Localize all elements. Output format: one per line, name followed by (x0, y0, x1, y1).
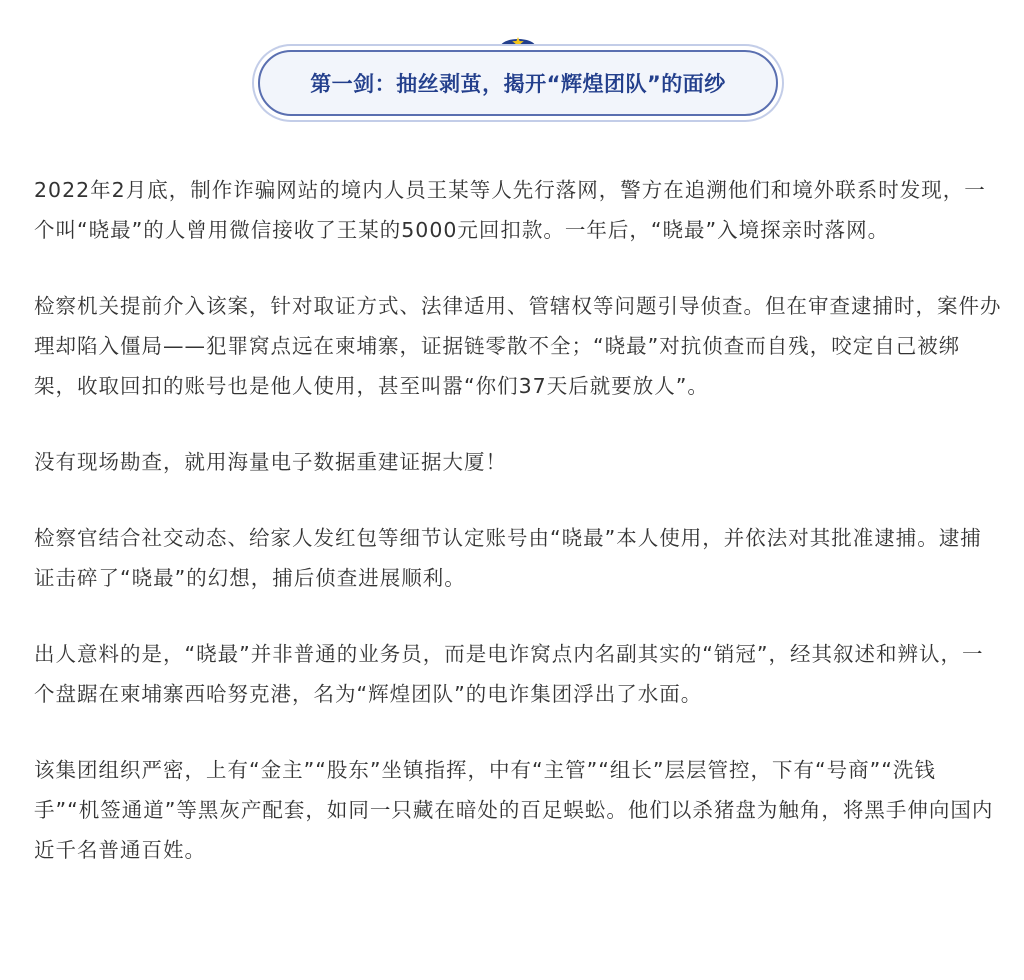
paragraph-1: 2022年2月底，制作诈骗网站的境内人员王某等人先行落网，警方在追溯他们和境外联系时发现，一个叫“晓最”的人曾用微信接收了王某的5000元回扣款。一年后，“晓最”入境探亲时落网。 (34, 178, 986, 242)
section-title-pill (258, 50, 778, 116)
section-header (0, 0, 1024, 130)
paragraph-6: 该集团组织严密，上有“金主”“股东”坐镇指挥，中有“主管”“组长”层层管控，下有“号商”“洗钱手”“机签通道”等黑灰产配套，如同一只藏在暗处的百足蜈蚣。他们以杀猪盘为触角，将黑手伸向国内近千名普通百姓。 (34, 758, 994, 862)
paragraph-3: 没有现场勘查，就用海量电子数据重建证据大厦！ (34, 450, 507, 474)
paragraph-4: 检察官结合社交动态、给家人发红包等细节认定账号由“晓最”本人使用，并依法对其批准逮捕。逮捕证击碎了“晓最”的幻想，捕后侦查进展顺利。 (34, 526, 982, 590)
article-body (34, 170, 1002, 906)
paragraph-2: 检察机关提前介入该案，针对取证方式、法律适用、管辖权等问题引导侦查。但在审查逮捕时，案件办理却陷入僵局——犯罪窝点远在柬埔寨，证据链零散不全；“晓最”对抗侦查而自残，咬定自己被绑架，收取回扣的账号也是他人使用，甚至叫嚣“你们37天后就要放人”。 (34, 294, 1002, 398)
section-title: 第一剑：抽丝剥茧，揭开“辉煌团队”的面纱 (310, 72, 726, 96)
paragraph-5: 出人意料的是，“晓最”并非普通的业务员，而是电诈窝点内名副其实的“销冠”，经其叙述和辨认，一个盘踞在柬埔寨西哈努克港，名为“辉煌团队”的电诈集团浮出了水面。 (34, 642, 984, 706)
